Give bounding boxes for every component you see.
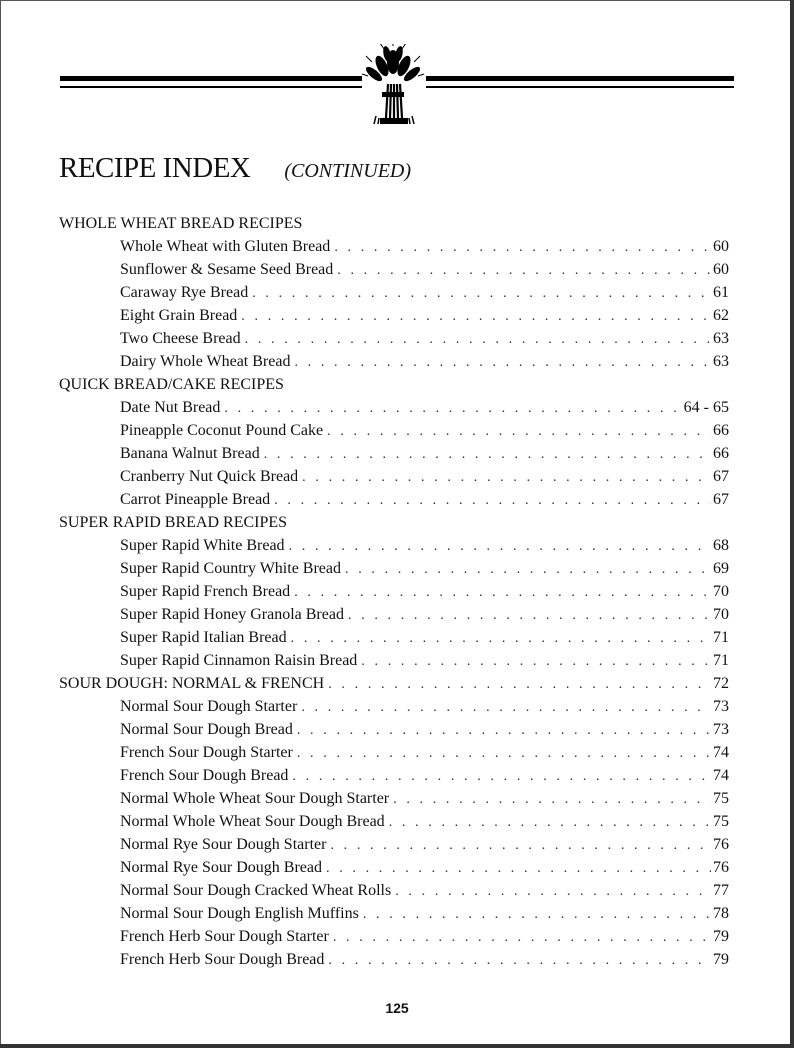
section-heading <box>59 215 729 238</box>
dot-leader <box>337 263 711 279</box>
recipe-name: Normal Sour Dough Starter <box>120 698 298 715</box>
index-entry <box>59 560 729 583</box>
index-entry <box>59 767 729 790</box>
index-entry <box>59 905 729 928</box>
index-entry <box>59 445 729 468</box>
recipe-page-number: 62 <box>713 307 729 324</box>
dot-leader <box>328 953 711 969</box>
recipe-page-number: 66 <box>713 422 729 439</box>
recipe-page-number: 79 <box>713 928 729 945</box>
dot-leader <box>327 424 711 440</box>
recipe-name: Normal Rye Sour Dough Bread <box>120 859 322 876</box>
recipe-page-number: 68 <box>713 537 729 554</box>
index-entry <box>59 330 729 353</box>
dot-leader <box>224 401 681 417</box>
recipe-page-number: 71 <box>713 652 729 669</box>
section-heading-label: SOUR DOUGH: NORMAL & FRENCH <box>59 675 325 692</box>
recipe-page-number: 60 <box>713 261 729 278</box>
recipe-name: Dairy Whole Wheat Bread <box>120 353 291 370</box>
recipe-page-number: 66 <box>713 445 729 462</box>
recipe-page-number: 70 <box>713 583 729 600</box>
recipe-name: Super Rapid French Bread <box>120 583 291 600</box>
recipe-name: Normal Whole Wheat Sour Dough Bread <box>120 813 385 830</box>
title-row <box>59 152 411 185</box>
page-title: RECIPE INDEX <box>59 152 251 184</box>
index-entry <box>59 583 729 606</box>
recipe-name: Cranberry Nut Quick Bread <box>120 468 299 485</box>
recipe-page-number: 75 <box>713 813 729 830</box>
index-entry <box>59 537 729 560</box>
dot-leader <box>334 240 711 256</box>
section-page-number: 72 <box>713 675 729 692</box>
page-shadow-bottom <box>0 1044 794 1048</box>
recipe-name: Super Rapid Italian Bread <box>120 629 287 646</box>
recipe-name: Caraway Rye Bread <box>120 284 249 301</box>
dot-leader <box>301 700 711 716</box>
dot-leader <box>252 286 711 302</box>
recipe-name: Super Rapid Cinnamon Raisin Bread <box>120 652 358 669</box>
index-entry <box>59 813 729 836</box>
recipe-name: Normal Sour Dough Cracked Wheat Rolls <box>120 882 392 899</box>
recipe-name: Super Rapid Country White Bread <box>120 560 341 577</box>
recipe-name: Normal Whole Wheat Sour Dough Starter <box>120 790 390 807</box>
recipe-page-number: 74 <box>713 744 729 761</box>
dot-leader <box>294 355 711 371</box>
dot-leader <box>241 309 711 325</box>
section-heading-label: SUPER RAPID BREAD RECIPES <box>59 514 288 531</box>
index-entry <box>59 744 729 767</box>
page-number: 125 <box>385 1000 409 1016</box>
recipe-page-number: 75 <box>713 790 729 807</box>
dot-leader <box>302 470 711 486</box>
index-entry <box>59 307 729 330</box>
index-entry <box>59 606 729 629</box>
recipe-index <box>59 215 729 974</box>
recipe-page-number: 78 <box>713 905 729 922</box>
dot-leader <box>348 608 711 624</box>
dot-leader <box>297 723 711 739</box>
recipe-page-number: 67 <box>713 491 729 508</box>
dot-leader <box>245 332 711 348</box>
dot-leader <box>294 585 711 601</box>
recipe-name: Whole Wheat with Gluten Bread <box>120 238 331 255</box>
section-heading <box>59 675 729 698</box>
index-entry <box>59 859 729 882</box>
index-entry <box>59 284 729 307</box>
dot-leader <box>361 654 711 670</box>
recipe-page-number: 71 <box>713 629 729 646</box>
recipe-name: French Sour Dough Bread <box>120 767 289 784</box>
index-entry <box>59 238 729 261</box>
dot-leader <box>328 677 711 693</box>
index-entry <box>59 422 729 445</box>
index-entry <box>59 261 729 284</box>
dot-leader <box>264 447 711 463</box>
recipe-name: Sunflower & Sesame Seed Bread <box>120 261 334 278</box>
dot-leader <box>395 884 711 900</box>
recipe-name: French Herb Sour Dough Starter <box>120 928 329 945</box>
recipe-page-number: 77 <box>713 882 729 899</box>
dot-leader <box>389 815 711 831</box>
section-heading <box>59 514 729 537</box>
index-entry <box>59 951 729 974</box>
recipe-page-number: 74 <box>713 767 729 784</box>
page-subtitle: (CONTINUED) <box>284 160 412 182</box>
index-entry <box>59 652 729 675</box>
header-rule-right <box>426 76 734 90</box>
recipe-name: Normal Sour Dough English Muffins <box>120 905 359 922</box>
wheat-sheaf-icon <box>360 44 426 126</box>
recipe-page-number: 63 <box>713 353 729 370</box>
dot-leader <box>330 838 711 854</box>
dot-leader <box>393 792 711 808</box>
index-entry <box>59 468 729 491</box>
recipe-page-number: 73 <box>713 721 729 738</box>
page-shadow-right <box>790 0 794 1048</box>
recipe-page-number: 79 <box>713 951 729 968</box>
dot-leader <box>326 861 711 877</box>
index-entry <box>59 698 729 721</box>
index-entry <box>59 491 729 514</box>
recipe-name: Eight Grain Bread <box>120 307 238 324</box>
index-entry <box>59 399 729 422</box>
index-entry <box>59 721 729 744</box>
recipe-page-number: 69 <box>713 560 729 577</box>
header-rule-left <box>60 76 362 90</box>
recipe-name: Normal Sour Dough Bread <box>120 721 293 738</box>
section-heading <box>59 376 729 399</box>
recipe-name: Date Nut Bread <box>120 399 221 416</box>
recipe-page-number: 70 <box>713 606 729 623</box>
recipe-name: Normal Rye Sour Dough Starter <box>120 836 327 853</box>
recipe-page-number: 64 - 65 <box>683 399 729 416</box>
section-heading-label: WHOLE WHEAT BREAD RECIPES <box>59 215 303 232</box>
dot-leader <box>297 746 711 762</box>
dot-leader <box>274 493 711 509</box>
index-entry <box>59 836 729 859</box>
recipe-name: Two Cheese Bread <box>120 330 241 347</box>
section-heading-label: QUICK BREAD/CAKE RECIPES <box>59 376 284 393</box>
recipe-page-number: 76 <box>713 836 729 853</box>
recipe-name: French Herb Sour Dough Bread <box>120 951 325 968</box>
dot-leader <box>289 539 711 555</box>
dot-leader <box>333 930 711 946</box>
recipe-name: Carrot Pineapple Bread <box>120 491 271 508</box>
index-entry <box>59 928 729 951</box>
recipe-name: Pineapple Coconut Pound Cake <box>120 422 324 439</box>
dot-leader <box>292 769 711 785</box>
dot-leader <box>345 562 711 578</box>
recipe-page-number: 60 <box>713 238 729 255</box>
recipe-page-number: 73 <box>713 698 729 715</box>
recipe-page-number: 67 <box>713 468 729 485</box>
dot-leader <box>363 907 711 923</box>
recipe-page-number: 76 <box>713 859 729 876</box>
recipe-name: French Sour Dough Starter <box>120 744 293 761</box>
recipe-name: Banana Walnut Bread <box>120 445 260 462</box>
dot-leader <box>291 631 711 647</box>
recipe-page-number: 61 <box>713 284 729 301</box>
index-entry <box>59 882 729 905</box>
recipe-name: Super Rapid Honey Granola Bread <box>120 606 344 623</box>
index-entry <box>59 790 729 813</box>
recipe-name: Super Rapid White Bread <box>120 537 285 554</box>
recipe-page-number: 63 <box>713 330 729 347</box>
index-entry <box>59 629 729 652</box>
index-entry <box>59 353 729 376</box>
